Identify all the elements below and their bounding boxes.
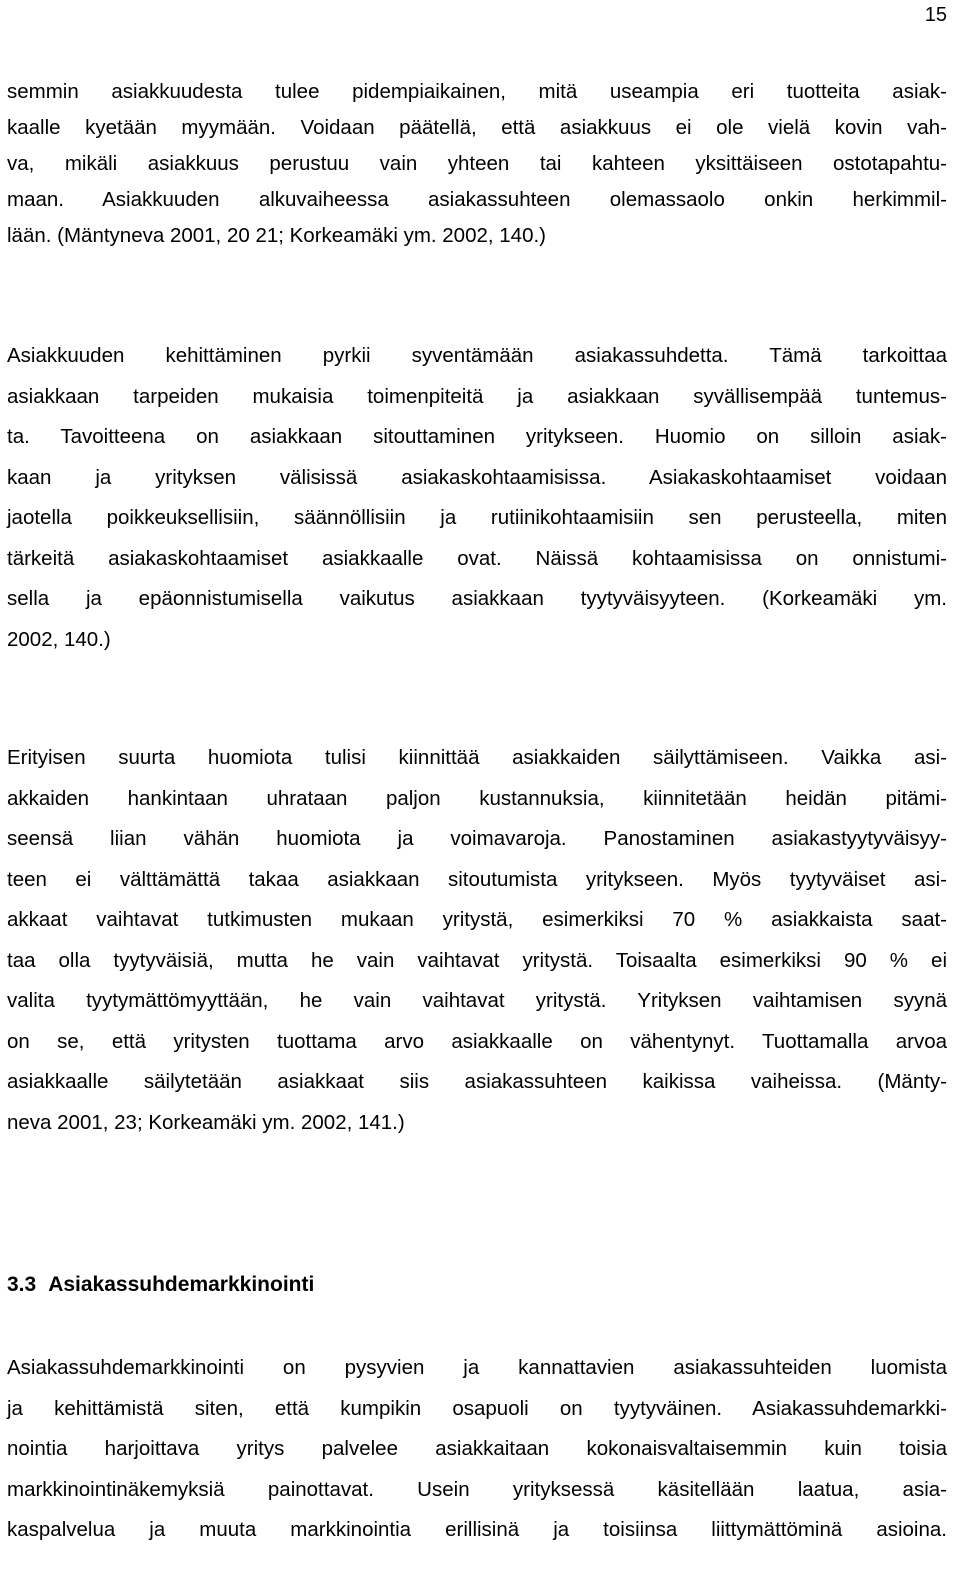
paragraph-customer-retention	[7, 738, 947, 1143]
text-line: on se, että yritysten tuottama arvo asiakkaalle on vähentynyt. Tuottamalla arvoa	[7, 1029, 947, 1053]
text-line: asiakkaalle säilytetään asiakkaat siis asiakassuhteen kaikissa vaiheissa. (Mänty-	[7, 1070, 947, 1093]
text-line: asiakkaan tarpeiden mukaisia toimenpiteitä ja asiakkaan syvällisempää tuntemus-	[7, 384, 947, 408]
text-line: ta. Tavoitteena on asiakkaan sitouttaminen yritykseen. Huomio on silloin asiak-	[7, 425, 947, 448]
text-line: va, mikäli asiakkuus perustuu vain yhteen tai kahteen yksittäiseen ostotapahtu-	[7, 152, 947, 175]
text-line: kaalle kyetään myymään. Voidaan päätellä, että asiakkuus ei ole vielä kovin vah-	[7, 116, 947, 139]
text-line: valita tyytymättömyyttään, he vain vaihtavat yritystä. Yrityksen vaihtamisen syynä	[7, 989, 947, 1012]
section-title: Asiakassuhdemarkkinointi	[48, 1273, 315, 1296]
text-line: seensä liian vähän huomiota ja voimavaroja. Panostaminen asiakastyytyväisyy-	[7, 827, 947, 850]
text-line: tärkeitä asiakaskohtaamiset asiakkaalle ovat. Näissä kohtaamisissa on onnistumi-	[7, 546, 947, 570]
text-line: maan. Asiakkuuden alkuvaiheessa asiakassuhteen olemassaolo onkin herkimmil-	[7, 188, 947, 211]
text-line: taa olla tyytyväisiä, mutta he vain vaihtavat yritystä. Toisaalta esimerkiksi 90 % ei	[7, 948, 947, 972]
text-line: teen ei välttämättä takaa asiakkaan sitoutumista yritykseen. Myös tyytyväiset asi-	[7, 867, 947, 891]
text-line: 2002, 140.)	[7, 627, 111, 651]
text-line: kaspalvelua ja muuta markkinointia erillisinä ja toisiinsa liittymättöminä asioina.	[7, 1518, 947, 1541]
text-line: Asiakassuhdemarkkinointi on pysyvien ja kannattavien asiakassuhteiden luomista	[7, 1356, 947, 1379]
text-line: jaotella poikkeuksellisiin, säännöllisiin ja rutiinikohtaamisiin sen perusteella, miten	[7, 506, 947, 529]
text-line: nointia harjoittava yritys palvelee asiakkaitaan kokonaisvaltaisemmin kuin toisia	[7, 1437, 947, 1460]
paragraph-customer-relationship-stages	[7, 74, 947, 254]
text-line: markkinointinäkemyksiä painottavat. Usein yrityksessä käsitellään laatua, asia-	[7, 1477, 947, 1501]
text-line: semmin asiakkuudesta tulee pidempiaikainen, mitä useampia eri tuotteita asiak-	[7, 80, 947, 103]
section-number: 3.3	[7, 1273, 37, 1296]
page-number: 15	[924, 4, 947, 26]
text-line: ja kehittämistä siten, että kumpikin osapuoli on tyytyväinen. Asiakassuhdemarkki-	[7, 1396, 947, 1420]
text-line: akkaat vaihtavat tutkimusten mukaan yritystä, esimerkiksi 70 % asiakkaista saat-	[7, 908, 947, 931]
text-line: lään. (Mäntyneva 2001, 20 21; Korkeamäki ym. 2002, 140.)	[7, 224, 547, 247]
text-line: Erityisen suurta huomiota tulisi kiinnittää asiakkaiden säilyttämiseen. Vaikka asi-	[7, 746, 947, 769]
text-line: sella ja epäonnistumisella vaikutus asiakkaan tyytyväisyyteen. (Korkeamäki ym.	[7, 587, 947, 610]
text-line: Asiakkuuden kehittäminen pyrkii syventämään asiakassuhdetta. Tämä tarkoittaa	[7, 344, 947, 367]
paragraph-customer-development	[7, 336, 947, 660]
text-line: akkaiden hankintaan uhrataan paljon kustannuksia, kiinnitetään heidän pitämi-	[7, 786, 947, 810]
text-line: neva 2001, 23; Korkeamäki ym. 2002, 141.)	[7, 1110, 405, 1134]
section-heading	[7, 1270, 314, 1300]
text-line: kaan ja yrityksen välisissä asiakaskohtaamisissa. Asiakaskohtaamiset voidaan	[7, 465, 947, 489]
paragraph-relationship-marketing	[7, 1348, 947, 1551]
